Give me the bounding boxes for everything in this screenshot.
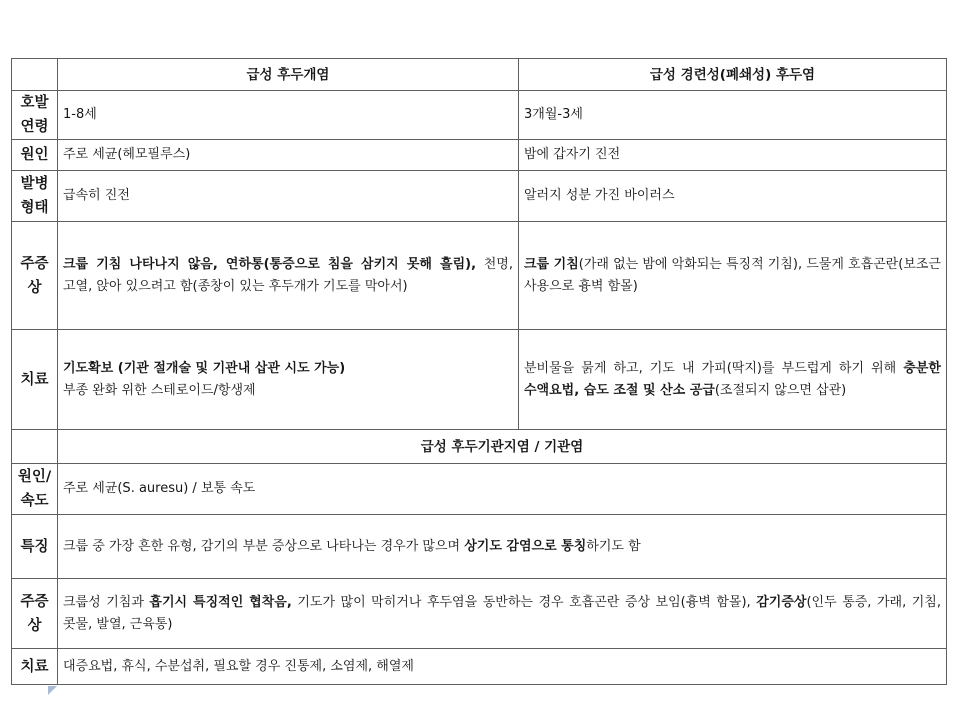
cell-text-bold: 흡기시 특징적인 협착음,: [149, 594, 292, 610]
cell-text: 주로 세균(헤모필루스): [63, 147, 191, 162]
row-label-ltb-treatment: [12, 649, 58, 685]
label-line: 주증: [20, 255, 49, 272]
cell-text: (조절되지 않으면 삽관): [714, 382, 847, 398]
cell-text-bold: 상기도 감염으로 통칭: [464, 538, 587, 554]
cell-spasmodic-symptoms: [519, 222, 947, 330]
cell-spasmodic-treatment: [519, 330, 947, 430]
table-row-treatment: [12, 330, 947, 430]
row-label-onset: [12, 171, 58, 222]
cell-text: 대증요법, 휴식, 수분섭취, 필요할 경우 진통제, 소염제, 해열제: [63, 658, 414, 674]
label-line: 발병: [20, 176, 49, 192]
label-line: 상: [27, 279, 42, 296]
cell-text: 주로 세균(S. auresu) / 보통 속도: [63, 481, 256, 496]
table-row-age: [12, 91, 947, 140]
cell-text: 부종 완화 위한 스테로이드/항생제: [63, 382, 256, 398]
cell-epiglottitis-treatment: [58, 330, 519, 430]
row-label-cause-speed: [12, 464, 58, 515]
croup-comparison-table: [11, 58, 947, 685]
label-line: 호발: [20, 95, 49, 111]
row-label-features: [12, 515, 58, 579]
cell-epiglottitis-cause: [58, 140, 519, 171]
cell-text-bold: 기도확보 (기관 절개술 및 기관내 삽관 시도 가능): [63, 360, 346, 376]
cell-text: (가래 없는 밤에 악화되는 특징적 기침), 드물게 호흡곤란(보조근 사용으로 흉벽 함몰): [524, 256, 941, 294]
cell-text: 3개월-3세: [524, 107, 583, 122]
row-label-age: [12, 91, 58, 140]
label-line: 치료: [20, 658, 49, 675]
table-row-ltb-symptoms: [12, 579, 947, 649]
cell-text-bold: 크룹 기침: [524, 256, 579, 272]
cell-ltb-features: [58, 515, 947, 579]
section-title-laryngotracheobronchitis: 급성 후두기관지염 / 기관염: [58, 430, 947, 464]
label-line: 치료: [20, 371, 49, 388]
cell-epiglottitis-symptoms: [58, 222, 519, 330]
table-row-ltb-treatment: [12, 649, 947, 685]
cell-epiglottitis-age: [58, 91, 519, 140]
section-empty-cell: [12, 430, 58, 464]
cell-ltb-treatment: [58, 649, 947, 685]
header-spasmodic-laryngitis: 급성 경련성(폐쇄성) 후두염: [519, 59, 947, 91]
cell-text: 크룹 중 가장 흔한 유형, 감기의 부분 증상으로 나타나는 경우가 많으며: [63, 538, 465, 554]
header-epiglottitis: 급성 후두개염: [58, 59, 519, 91]
cell-text-bold: 크룹 기침 나타나지 않음, 연하통(통증으로 침을 삼키지 못해 흘림),: [63, 256, 477, 272]
cell-text: 하기도 함: [586, 538, 641, 554]
cell-spasmodic-onset: [519, 171, 947, 222]
row-label-ltb-symptoms: [12, 579, 58, 649]
row-label-cause: [12, 140, 58, 171]
label-line: 원인: [20, 147, 49, 163]
cell-text: 천명, 고열, 앉아 있으려고 함(종창이 있는 후두개가 기도를 막아서): [63, 256, 513, 294]
cell-text: 1-8세: [63, 107, 97, 122]
cell-text: 알러지 성분 가진 바이러스: [524, 188, 675, 203]
cell-ltb-symptoms: [58, 579, 947, 649]
cell-text: (인두 통증, 가래, 기침, 콧물, 발열, 근육통): [63, 594, 941, 632]
slide-corner-triangle-icon: [46, 684, 60, 698]
header-empty-cell: [12, 59, 58, 91]
cell-text: 기도가 많이 막히거나 후두염을 동반하는 경우 호흡곤란 증상 보임(흉벽 함몰),: [291, 594, 757, 610]
cell-text-bold: 감기증상: [756, 594, 807, 610]
label-line: 원인/: [17, 469, 52, 485]
cell-text: 밤에 갑자기 진전: [524, 147, 621, 162]
row-label-treatment: [12, 330, 58, 430]
table-header-row: [12, 59, 947, 91]
cell-spasmodic-age: [519, 91, 947, 140]
cell-text-bold: 충분한 수액요법, 습도 조절 및 산소 공급: [524, 360, 941, 398]
label-line: 특징: [20, 538, 49, 555]
cell-epiglottitis-onset: [58, 171, 519, 222]
cell-text: 분비물을 묽게 하고, 기도 내 가피(딱지)를 부드럽게 하기 위해: [524, 360, 904, 376]
triangle-shape: [48, 686, 57, 695]
cell-ltb-cause-speed: [58, 464, 947, 515]
label-line: 상: [27, 617, 42, 634]
row-label-symptoms: [12, 222, 58, 330]
table-row-symptoms: [12, 222, 947, 330]
table-row-features: [12, 515, 947, 579]
section-header-row: [12, 430, 947, 464]
label-line: 주증: [20, 593, 49, 610]
table-row-cause: [12, 140, 947, 171]
cell-spasmodic-cause: [519, 140, 947, 171]
table-row-cause-speed: [12, 464, 947, 515]
label-line: 형태: [20, 200, 49, 216]
label-line: 연령: [20, 119, 49, 135]
cell-text: 크룹성 기침과: [63, 594, 150, 610]
table-row-onset: [12, 171, 947, 222]
cell-text: 급속히 진전: [63, 188, 130, 203]
label-line: 속도: [20, 493, 49, 509]
